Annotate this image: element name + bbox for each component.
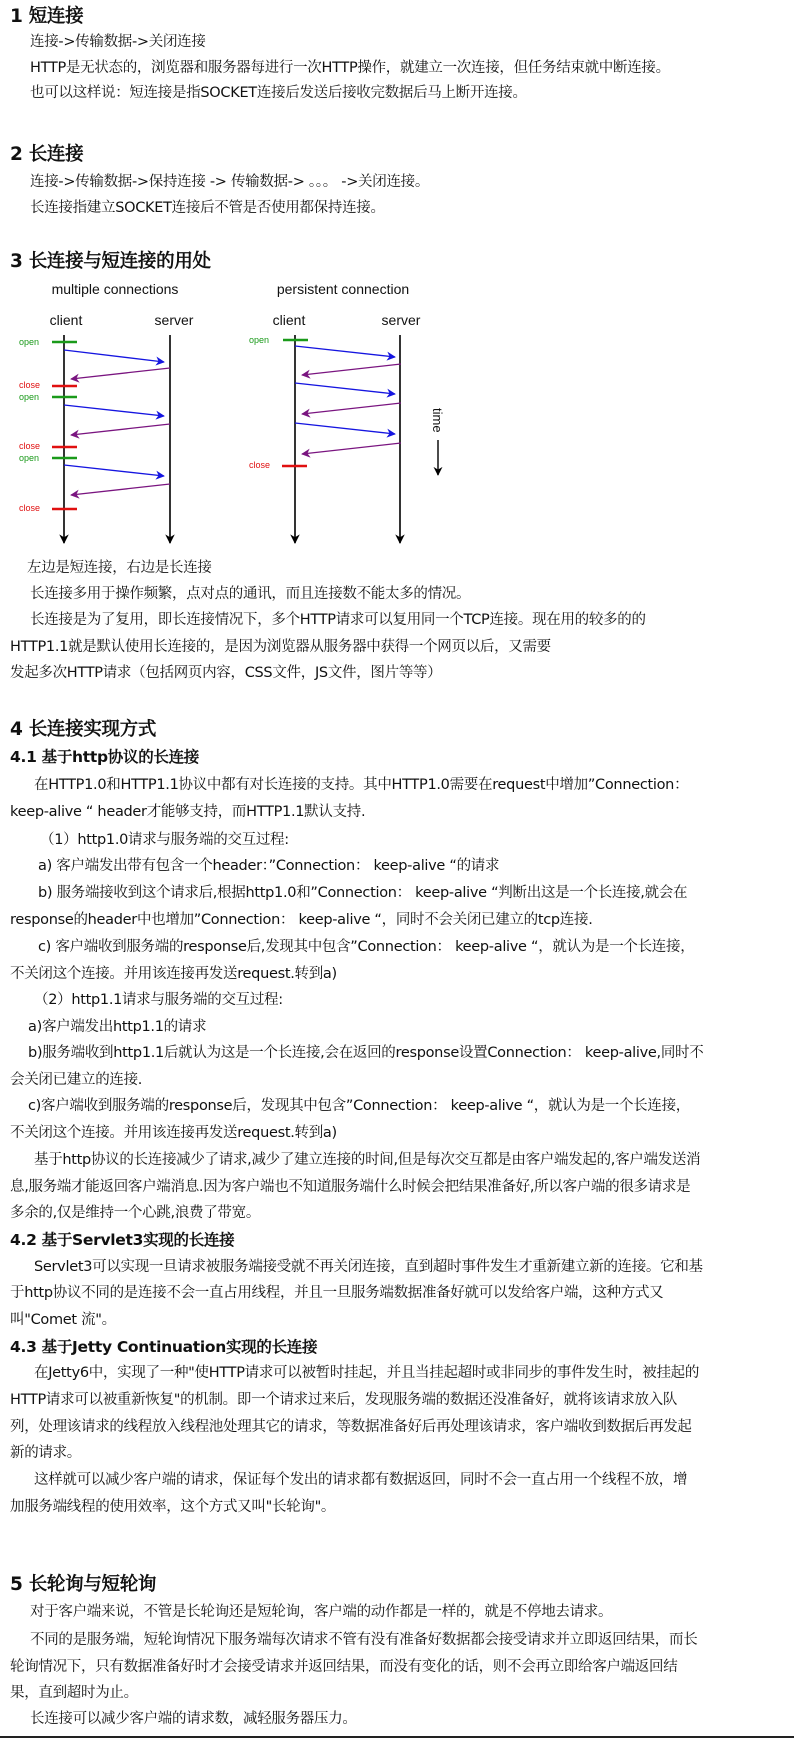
close-label: close <box>19 380 41 390</box>
paragraph-line: 不关闭这个连接。并用该连接再发送request.转到a) <box>10 1125 337 1141</box>
paragraph-line: 加服务端线程的使用效率，这个方式又叫"长轮询"。 <box>10 1499 336 1515</box>
left-diagram-title: multiple connections <box>51 281 179 297</box>
open-label: open <box>249 335 270 345</box>
paragraph-line: 在HTTP1.0和HTTP1.1协议中都有对长连接的支持。其中HTTP1.0需要在request中增加”Connection： <box>34 777 689 793</box>
paragraph-line: b) 服务端接收到这个请求后,根据http1.0和”Connection： keep-alive “判断出这是一个长连接,就会在 <box>38 885 688 901</box>
paragraph-line: 也可以这样说：短连接是指SOCKET连接后发送后接收完数据后马上断开连接。 <box>30 85 527 101</box>
subsection-heading-jetty: 4.3 基于Jetty Continuation实现的长连接 <box>10 1338 318 1356</box>
paragraph-line: HTTP是无状态的，浏览器和服务器每进行一次HTTP操作，就建立一次连接，但任务结束就中断连接。 <box>30 60 670 76</box>
response-arrow <box>302 403 401 414</box>
paragraph-line: 连接->传输数据->关闭连接 <box>30 34 206 50</box>
request-arrow <box>64 350 164 362</box>
paragraph-line: 多余的,仅是维持一个心跳,浪费了带宽。 <box>10 1205 261 1221</box>
request-arrow <box>295 423 395 434</box>
paragraph-line: 列，处理该请求的线程放入线程池处理其它的请求，等数据准备好后再处理该请求，客户端收到数据后再发起 <box>10 1419 692 1435</box>
paragraph-line: 叫"Comet 流"。 <box>10 1312 116 1328</box>
paragraph-line: 长连接可以减少客户端的请求数，减轻服务器压力。 <box>30 1711 357 1727</box>
close-label: close <box>249 460 271 470</box>
request-arrow <box>295 383 395 394</box>
paragraph-line: HTTP1.1就是默认使用长连接的，是因为浏览器从服务器中获得一个网页以后，又需要 <box>10 639 551 655</box>
paragraph-line: 连接->传输数据->保持连接 -> 传输数据-> 。。。 ->关闭连接。 <box>30 174 430 190</box>
paragraph-line: 长连接多用于操作频繁，点对点的通讯，而且连接数不能太多的情况。 <box>30 586 471 602</box>
open-label: open <box>19 453 40 463</box>
paragraph-line: 基于http协议的长连接减少了请求,减少了建立连接的时间,但是每次交互都是由客户端发起的,客户端发送消 <box>34 1152 701 1168</box>
paragraph-line: 不关闭这个连接。并用该连接再发送request.转到a) <box>10 966 337 982</box>
paragraph-line: 在Jetty6中，实现了一种"使HTTP请求可以被暂时挂起，并且当挂起超时或非同步的事件发生时，被挂起的 <box>34 1365 700 1381</box>
right-client-label: client <box>272 312 306 328</box>
response-arrow <box>302 364 401 375</box>
paragraph-line: c)客户端收到服务端的response后，发现其中包含”Connection： keep-alive “，就认为是一个长连接， <box>28 1098 690 1114</box>
section-heading-short-connection: 1 短连接 <box>10 6 84 27</box>
paragraph-line: Servlet3可以实现一旦请求被服务端接受就不再关闭连接，直到超时事件发生才重新建立新的连接。它和基 <box>34 1259 703 1275</box>
paragraph-line: a)客户端发出http1.1的请求 <box>28 1019 207 1035</box>
paragraph-line: 轮询情况下，只有数据准备好时才会接受请求并返回结果，而没有变化的话，则不会再立即给客户端返回结 <box>10 1659 678 1675</box>
response-arrow <box>71 424 170 435</box>
request-arrow <box>295 346 395 357</box>
right-diagram-title: persistent connection <box>276 281 410 297</box>
response-arrow <box>71 484 170 495</box>
section-heading-polling: 5 长轮询与短轮询 <box>10 1574 157 1595</box>
paragraph-line: 于http协议不同的是连接不会一直占用线程，并且一旦服务端数据准备好就可以发给客户端，这种方式又 <box>10 1285 664 1301</box>
paragraph-line: 发起多次HTTP请求（包括网页内容，CSS文件，JS文件，图片等等） <box>10 665 442 681</box>
time-label: time <box>430 408 445 433</box>
left-server-label: server <box>154 312 194 328</box>
open-label: open <box>19 337 40 347</box>
section-heading-implementation: 4 长连接实现方式 <box>10 719 157 740</box>
left-client-label: client <box>49 312 83 328</box>
connection-diagram <box>0 280 480 548</box>
paragraph-line: response的header中也增加”Connection： keep-alive “，同时不会关闭已建立的tcp连接. <box>10 912 593 928</box>
paragraph-line: HTTP请求可以被重新恢复"的机制。即一个请求过来后，发现服务端的数据还没准备好，就将该请求放入队 <box>10 1392 678 1408</box>
section-heading-long-connection: 2 长连接 <box>10 144 84 165</box>
request-arrow <box>64 465 164 476</box>
response-arrow <box>302 443 401 454</box>
paragraph-line: 长连接是为了复用，即长连接情况下，多个HTTP请求可以复用同一个TCP连接。现在用的较多的的 <box>30 612 646 628</box>
paragraph-line: 果，直到超时为止。 <box>10 1685 138 1701</box>
paragraph-line: keep-alive “ header才能够支持，而HTTP1.1默认支持. <box>10 804 366 820</box>
close-label: close <box>19 441 41 451</box>
paragraph-line: 新的请求。 <box>10 1445 81 1461</box>
paragraph-line: 会关闭已建立的连接. <box>10 1072 143 1088</box>
paragraph-line: 长连接指建立SOCKET连接后不管是否使用都保持连接。 <box>30 200 385 216</box>
paragraph-line: a) 客户端发出带有包含一个header：”Connection： keep-alive “的请求 <box>38 858 500 874</box>
section-heading-usage: 3 长连接与短连接的用处 <box>10 251 211 272</box>
paragraph-line: c) 客户端收到服务端的response后,发现其中包含”Connection： keep-alive “，就认为是一个长连接， <box>38 939 695 955</box>
diagram-caption: 左边是短连接，右边是长连接 <box>27 560 212 576</box>
response-arrow <box>71 368 170 379</box>
subsection-heading-servlet3: 4.2 基于Servlet3实现的长连接 <box>10 1231 235 1249</box>
paragraph-line: 息,服务端才能返回客户端消息.因为客户端也不知道服务端什么时候会把结果准备好,所以客户端的很多请求是 <box>10 1179 691 1195</box>
right-server-label: server <box>381 312 421 328</box>
open-label: open <box>19 392 40 402</box>
paragraph-line: 不同的是服务端，短轮询情况下服务端每次请求不管有没有准备好数据都会接受请求并立即返回结果，而长 <box>30 1632 698 1648</box>
paragraph-line: 这样就可以减少客户端的请求，保证每个发出的请求都有数据返回，同时不会一直占用一个线程不放，增 <box>34 1472 688 1488</box>
paragraph-line: （1）http1.0请求与服务端的交互过程: <box>40 832 289 848</box>
request-arrow <box>64 405 164 416</box>
paragraph-line: 对于客户端来说，不管是长轮询还是短轮询，客户端的动作都是一样的，就是不停地去请求。 <box>30 1604 613 1620</box>
paragraph-line: b)服务端收到http1.1后就认为这是一个长连接,会在返回的response设置Connection： keep-alive,同时不 <box>28 1045 704 1061</box>
paragraph-line: （2）http1.1请求与服务端的交互过程: <box>34 992 283 1008</box>
close-label: close <box>19 503 41 513</box>
subsection-heading-http: 4.1 基于http协议的长连接 <box>10 748 200 766</box>
